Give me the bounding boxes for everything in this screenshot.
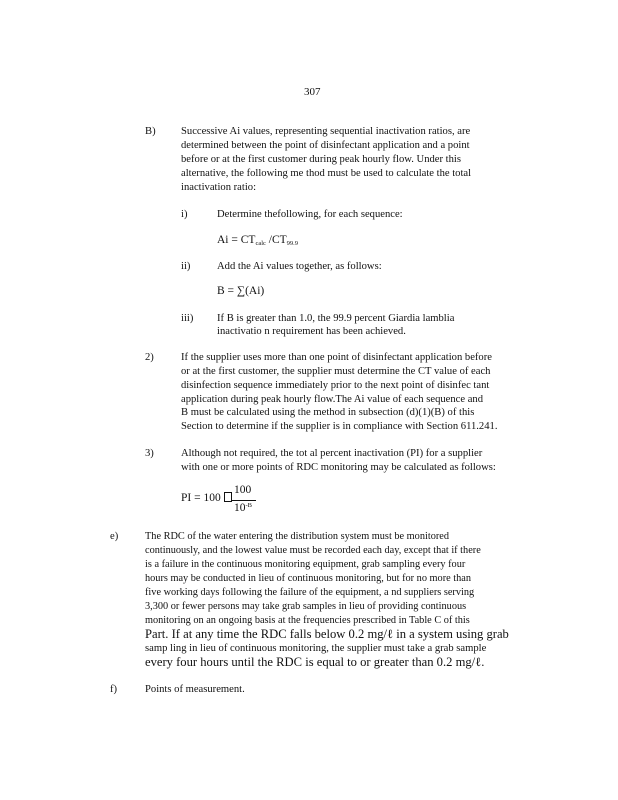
section-f-label: f) — [110, 684, 118, 695]
equation-pi-denominator-base: 10 — [234, 502, 246, 514]
multiply-symbol-icon — [224, 492, 232, 502]
subitem-ii-text: Add the Ai values together, as follows: — [217, 261, 382, 272]
section-e-line-1: The RDC of the water entering the distribution system must be monitored — [145, 531, 449, 542]
subitem-iii-label: iii) — [181, 313, 194, 324]
item-2-line-1: If the supplier uses more than one point of disinfectant application before — [181, 352, 492, 363]
equation-pi-denominator — [234, 502, 252, 514]
equation-ai — [217, 234, 298, 247]
section-b-line-5: inactivation ratio: — [181, 182, 257, 193]
section-e-line-6: 3,300 or fewer persons may take grab samples in lieu of providing continuous — [145, 601, 467, 612]
item-2-line-2: or at the first customer, the supplier must determine the CT value of each — [181, 366, 491, 377]
item-3-line-2: with one or more points of RDC monitoring may be calculated as follows: — [181, 462, 496, 473]
section-b-label: B) — [145, 126, 156, 137]
equation-pi-denominator-exp: -B — [245, 502, 252, 509]
subitem-i-text: Determine thefollowing, for each sequence: — [217, 209, 403, 220]
section-e-line-8: Part. If at any time the RDC falls below 0.2 mg/ℓ in a system using grab — [145, 627, 509, 641]
item-2-line-5: B must be calculated using the method in subsection (d)(1)(B) of this — [181, 407, 475, 418]
equation-ai-mid: /CT — [265, 234, 287, 246]
section-e-label: e) — [110, 531, 119, 542]
page-number: 307 — [304, 86, 321, 98]
section-f-text: Points of measurement. — [145, 684, 245, 695]
equation-ai-sub-calc: calc — [255, 240, 266, 247]
section-e-line-10: every four hours until the RDC is equal to or greater than 0.2 mg/ℓ. — [145, 655, 485, 669]
section-e-line-9: samp ling in lieu of continuous monitoring, the supplier must take a grab sample — [145, 643, 487, 654]
equation-pi-numerator: 100 — [234, 484, 252, 496]
item-2-line-4: application during peak hourly flow.The Ai value of each sequence and — [181, 394, 484, 405]
section-e-line-5: five working days following the failure of the equipment, a nd suppliers serving — [145, 587, 475, 598]
equation-b-sum: B = ∑(Ai) — [217, 285, 265, 297]
section-e-line-2: continuously, and the lowest value must be recorded each day, except that if there — [145, 545, 481, 556]
subitem-i-label: i) — [181, 209, 188, 220]
fraction-bar — [232, 500, 256, 501]
item-3-line-1: Although not required, the tot al percent inactivation (PI) for a supplier — [181, 448, 483, 459]
subitem-iii-line-2: inactivatio n requirement has been achieved. — [217, 326, 406, 337]
item-2-line-6: Section to determine if the supplier is in compliance with Section 611.241. — [181, 421, 498, 432]
subitem-ii-label: ii) — [181, 261, 191, 272]
item-2-line-3: disinfection sequence immediately prior to the next point of disinfec tant — [181, 380, 490, 391]
subitem-iii-line-1: If B is greater than 1.0, the 99.9 percent Giardia lamblia — [217, 313, 455, 324]
section-b-line-2: determined between the point of disinfectant application and a point — [181, 140, 470, 151]
item-2-label: 2) — [145, 352, 154, 363]
equation-ai-sub-999: 99.9 — [286, 240, 299, 247]
section-b-line-4: alternative, the following me thod must be used to calculate the total — [181, 168, 472, 179]
section-b-line-1: Successive Ai values, representing sequential inactivation ratios, are — [181, 126, 471, 137]
section-b-line-3: before or at the first customer during peak hourly flow. Under this — [181, 154, 461, 165]
item-3-label: 3) — [145, 448, 154, 459]
section-e-line-7: monitoring on an ongoing basis at the frequencies prescribed in Table C of this — [145, 615, 470, 626]
equation-ai-lhs: Ai = CT — [217, 234, 256, 246]
section-e-line-4: hours may be conducted in lieu of continuous monitoring, but for no more than — [145, 573, 472, 584]
section-e-line-3: is a failure in the continuous monitoring equipment, grab sampling every four — [145, 559, 466, 570]
equation-pi — [181, 492, 232, 504]
equation-pi-lhs: PI = 100 — [181, 492, 221, 504]
